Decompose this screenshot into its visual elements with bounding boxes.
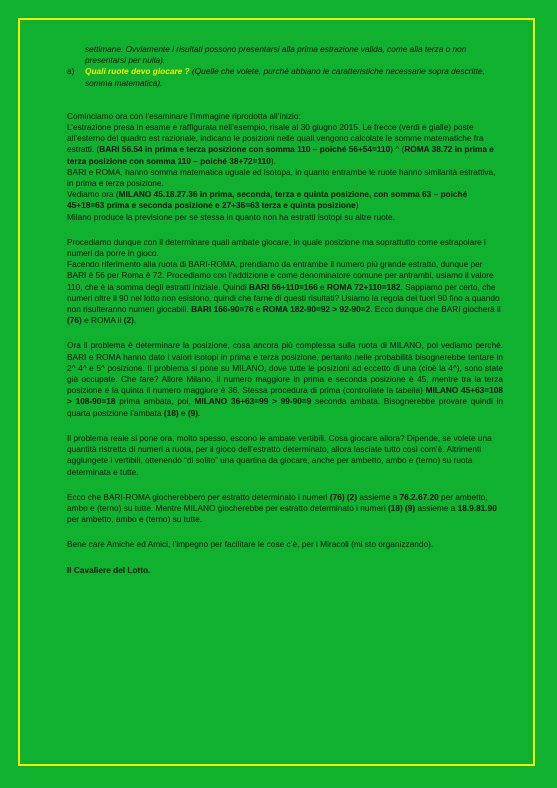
question-answer: (Quelle che volete, purché abbiano le caratteristiche necessarie sopra descritte, somma matematica).: [85, 66, 485, 88]
milano-first-ambata: MILANO 45+63=108 > 108-90=18: [67, 385, 503, 407]
paragraph-vertibili: Il problema reale si pone ora, molto spesso, escono le ambate vertibili. Cosa giocare allora? Dipende, se volete una quantità ristretta di numeri a ruota, per il gioco dell’estratto determinato, allora lasciate tutto così com’è. Altrimenti aggiungete i vertibili, ottenendo “di solito” una quartina da giocare, anche per ambetto, ambo e (terno) su ruota determinata e tutte.: [67, 432, 492, 477]
milano-note: Milano produce la previsione per se stessa in quanto non ha estratti isotopi su altre ruote.: [67, 211, 395, 222]
ambate-sep2: e: [253, 304, 263, 315]
position-text: Ora il problema è determinare la posizione, cosa ancora più complessa sulla ruota di MILANO, poi vediamo perché. BARI e ROMA hanno dato i valori isotopi in prima e terza posizione, pertanto nelle probabilità bisognerebbe tentare in 2^ 4^ e 5^ posizione. Il problema si pone su MILANO, dove tutte le posizioni ad eccetto di una (cioè la 4^), sono state già occupate. Che fare? Allore Milano, il numero maggiore in prima e seconda posizione è 45, mentre tra la terza posizione e la quinta il numero maggiore è 36. Stessa procedura di prima (controllate la tabella): [67, 340, 503, 396]
paragraph-analysis: [67, 111, 503, 223]
intro-paragraph: settimane. Ovviamente i risultati possono presentarsi alla prima estrazione valida, come alla terza o non presentarsi per nulla).: [85, 44, 467, 66]
roma-result: ROMA 182-90=92 > 92-90=2: [262, 304, 371, 315]
milano-sum: MILANO 45.18.27.36 in prima, seconda, terza e quinta posizione, con somma 63 – poiché 45+18=63 prima e seconda posizione e 27+36=63 terza e quinta posizione: [67, 189, 468, 211]
milano-9: (9): [187, 407, 198, 418]
question-letter: a): [67, 66, 75, 77]
milano-quartina: 18.9.81.90: [457, 502, 497, 513]
paragraph-position: [67, 340, 503, 418]
isotope-text: BARI e ROMA, hanno somma matematica uguale ed isotopa, in quanto entrambe le ruote hanno similarità estrattiva, in prima e terza posizione.: [67, 166, 496, 189]
document-body: [67, 44, 503, 587]
position-sep1: prima ambata, poi,: [115, 396, 195, 407]
position-end: .: [198, 407, 201, 418]
milano-pre: Vediamo ora (: [67, 189, 119, 200]
bari-result: BARI 166-90=76: [191, 304, 254, 315]
paragraph-ambate: [67, 237, 503, 327]
summary-sep2: per ambetto, ambo e (terno) su tutte. Mentre MILANO giocherebbe per estratto determinato i numeri: [67, 491, 488, 513]
ambate-sep1: e: [317, 281, 327, 292]
bari-calc: BARI 56+110=166: [249, 281, 318, 292]
roma-ambata: (2): [123, 315, 134, 326]
bari-sum: BARI 56.54 in prima e terza posizione con somma 110 – poiché 56+54=110: [99, 144, 391, 155]
milano-numbers: (18) (9): [387, 502, 416, 513]
roma-sum: ROMA 38.72 in prima e terza posizione con somma 110 – poiché 38+72=110: [67, 144, 494, 166]
analysis-text: L’estrazione presa in esame e raffigurata nell’esempio, risale al 30 giugno 2015. Le frecce (verdi e gialle) poste all’esterno del quadro est razionale, indicano le posizioni nelle quali vengono calcolate le somme matematiche fra estratti. (: [67, 122, 484, 155]
milano-end: ): [355, 200, 359, 211]
roma-calc: ROMA 72+110=182: [326, 281, 401, 292]
summary-sep1: assieme a: [357, 491, 400, 502]
question-a: [67, 66, 503, 88]
position-sep2: seconda ambata. Bisognerebbe provare quindi in quarta posizione l’ambata: [67, 396, 503, 418]
bari-ambata: (76): [67, 315, 82, 326]
ambate-rule: . Sappiamo per certo, che numeri oltre il 90 nel lotto non esistono, quindi che farne di questi risultati? Usiamo la regola del fuori 90 fino a quando non risulteranno numeri giocabili.: [67, 281, 500, 315]
summary-end: per ambetto, ambo e (terno) su tutte.: [67, 514, 203, 525]
ambate-sep3: e ROMA il: [81, 315, 124, 326]
summary-text: Ecco che BARI-ROMA giocherebbero per estratto determinato i numeri: [67, 491, 330, 502]
summary-sep3: assieme a: [415, 502, 458, 513]
position-sep3: e: [178, 407, 188, 418]
milano-18: (18): [163, 407, 179, 418]
paragraph-summary: [67, 492, 503, 526]
question-title: Quali ruote devo giocare ?: [85, 66, 190, 77]
paragraph-closing: Bene care Amiche ed Amici, l’impegno per facilitare le cose c’è, per i Miracoli (mi sto organizzando).: [67, 539, 434, 550]
bari-roma-numbers: (76) (2): [329, 491, 358, 502]
ambate-end: .: [133, 315, 137, 326]
signature: Il Cavaliere del Lotto.: [67, 564, 151, 575]
bari-roma-quartina: 76.2.67.20: [399, 491, 439, 502]
milano-second-ambata: MILANO 36+63=99 > 99-90=9: [194, 396, 312, 407]
ambate-text: Facendo riferimento alla ruota di BARI-ROMA, prendiamo da entrambe il numero più grande estratto, dunque per BARI è 56 per Roma è 72. Procediamo con l’addizione e come denominatore comune per antrambi, usiamo il valore 110, che è la somma degli estratti iniziale. Quindi: [67, 259, 494, 292]
analysis-intro: Cominciamo ora con l’esaminare l’immagine riprodotta all’inizio:: [67, 110, 301, 121]
analysis-sep: ) ^ (: [390, 144, 405, 155]
analysis-end: ).: [270, 155, 276, 166]
ambate-conclusion: . Ecco dunque che BARI giocherà il: [370, 304, 501, 315]
ambate-intro: Procediamo dunque con il determinare quali ambate giocare, in quale posizione ma soprattutto come estrapolare i numeri da porre in gioco.: [67, 236, 486, 259]
